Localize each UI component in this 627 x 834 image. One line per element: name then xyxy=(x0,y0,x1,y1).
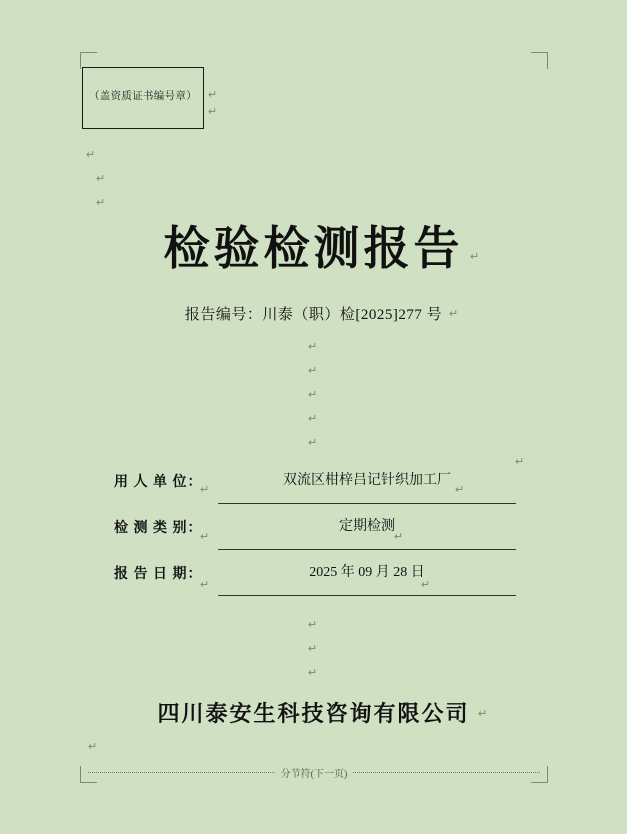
field-label-report-date: 报 告 日 期： xyxy=(114,566,203,582)
paragraph-mark-icon: ↵ xyxy=(208,89,218,101)
paragraph-mark-icon: ↵ xyxy=(200,579,210,591)
section-break-line-right xyxy=(353,772,540,773)
table-row xyxy=(108,458,516,504)
report-number: 报告编号：川泰（职）检[2025]277 号 xyxy=(184,307,443,323)
paragraph-mark-icon: ↵ xyxy=(478,708,488,720)
paragraph-mark-icon: ↵ xyxy=(455,484,465,496)
paragraph-mark-icon: ↵ xyxy=(200,531,210,543)
table-row xyxy=(108,504,516,550)
paragraph-mark-icon: ↵ xyxy=(449,308,459,320)
paragraph-mark-icon: ↵ xyxy=(200,484,210,496)
paragraph-mark-icon: ↵ xyxy=(308,619,318,631)
report-info-table xyxy=(108,458,516,596)
paragraph-mark-icon: ↵ xyxy=(308,413,318,425)
paragraph-mark-icon: ↵ xyxy=(86,149,96,161)
paragraph-mark-icon: ↵ xyxy=(96,173,106,185)
field-value-report-date: 2025 年 09 月 28 日 xyxy=(218,550,516,596)
paragraph-mark-icon: ↵ xyxy=(96,197,106,209)
company-name: 四川泰安生科技咨询有限公司 xyxy=(157,701,470,726)
section-break xyxy=(88,765,540,780)
field-label-employer: 用 人 单 位： xyxy=(114,474,203,490)
paragraph-mark-icon: ↵ xyxy=(308,341,318,353)
page-title: 检验检测报告 xyxy=(163,223,464,274)
paragraph-mark-icon: ↵ xyxy=(515,456,525,468)
field-value-test-type: 定期检测 xyxy=(218,504,516,550)
paragraph-mark-icon: ↵ xyxy=(394,531,404,543)
field-label-test-type: 检 测 类 别： xyxy=(114,520,203,536)
paragraph-mark-icon: ↵ xyxy=(208,106,218,118)
paragraph-mark-icon: ↵ xyxy=(88,741,98,753)
paragraph-mark-icon: ↵ xyxy=(308,643,318,655)
field-value-employer: 双流区柑梓吕记针织加工厂 xyxy=(218,458,516,504)
qualification-seal-note: （盖资质证书编号章） xyxy=(89,91,197,102)
paragraph-mark-icon: ↵ xyxy=(421,579,431,591)
paragraph-mark-icon: ↵ xyxy=(308,437,318,449)
paragraph-mark-icon: ↵ xyxy=(308,389,318,401)
section-break-line-left xyxy=(88,772,275,773)
section-break-label: 分节符(下一页) xyxy=(280,769,348,780)
crop-mark-top-right xyxy=(531,52,548,69)
paragraph-mark-icon: ↵ xyxy=(470,251,480,263)
paragraph-mark-icon: ↵ xyxy=(308,667,318,679)
paragraph-mark-icon: ↵ xyxy=(308,365,318,377)
table-row xyxy=(108,550,516,596)
